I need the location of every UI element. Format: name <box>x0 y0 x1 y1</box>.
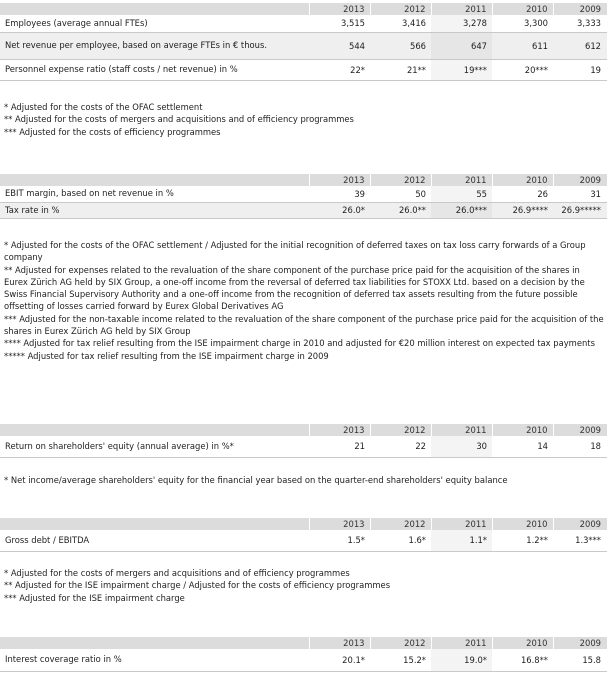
value-cell: 55 <box>431 186 492 202</box>
value-cell: 544 <box>309 32 370 59</box>
value-cell: 1.3*** <box>553 530 607 551</box>
row-label: Employees (average annual FTEs) <box>0 15 309 32</box>
year-header: 2010 <box>492 174 553 186</box>
table-staff-metrics <box>0 3 607 81</box>
footnote: *** Adjusted for the non-taxable income related to the revaluation of the share component of the purchase price paid for the acquisition of the shares in Eurex Zürich AG held by SIX Group <box>4 313 604 337</box>
footnote: **** Adjusted for tax relief resulting from the ISE impairment charge in 2010 and adjusted for €20 million interest on expected tax payments <box>4 338 595 349</box>
footnote: * Adjusted for the costs of the OFAC settlement / Adjusted for the initial recognition of deferred taxes on tax loss carry forwards of a Group company <box>4 240 586 263</box>
year-header: 2012 <box>370 637 431 649</box>
year-header: 2011 <box>431 637 492 649</box>
year-header: 2012 <box>370 3 431 15</box>
footnote: *** Adjusted for the costs of efficiency programmes <box>4 126 221 137</box>
footnotes <box>4 567 604 604</box>
row-label: Return on shareholders' equity (annual average) in %* <box>0 436 309 457</box>
row-label: Tax rate in % <box>0 202 309 218</box>
footnote: ** Adjusted for the costs of mergers and acquisitions and of efficiency programmes <box>4 114 354 125</box>
value-cell: 50 <box>370 186 431 202</box>
year-header: 2010 <box>492 637 553 649</box>
year-header: 2012 <box>370 518 431 530</box>
footnote: ** Adjusted for expenses related to the revaluation of the share component of the purchase price paid for the acquisition of the shares in Eurex Zürich AG held by SIX Group, a one-off income from the reversal of deferred tax liabilities for STOXX Ltd. based on a decision by the Swiss Financial Supervisory Authority and a one-off income from the recognition of deferred tax assets resulting from the future possible offsetting of losses carried forward by Eurex Global Derivatives AG <box>4 264 585 312</box>
header-blank-cell <box>0 637 309 649</box>
value-cell: 26.9**** <box>492 202 553 218</box>
header-blank-cell <box>0 174 309 186</box>
year-header: 2011 <box>431 174 492 186</box>
value-cell: 18 <box>553 436 607 457</box>
value-cell: 21 <box>309 436 370 457</box>
value-cell: 612 <box>553 32 607 59</box>
year-header-row <box>0 424 607 436</box>
year-header: 2009 <box>553 424 607 436</box>
value-cell: 19.0* <box>431 649 492 671</box>
value-cell: 3,300 <box>492 15 553 32</box>
table-margin-tax <box>0 174 607 219</box>
header-blank-cell <box>0 3 309 15</box>
value-cell: 21** <box>370 59 431 80</box>
year-header-row <box>0 637 607 649</box>
value-cell: 3,416 <box>370 15 431 32</box>
row-label: EBIT margin, based on net revenue in % <box>0 186 309 202</box>
year-header: 2013 <box>309 637 370 649</box>
value-cell: 1.2** <box>492 530 553 551</box>
table-row <box>0 186 607 202</box>
year-header-row <box>0 518 607 530</box>
value-cell: 15.2* <box>370 649 431 671</box>
value-cell: 1.5* <box>309 530 370 551</box>
year-header: 2009 <box>553 637 607 649</box>
value-cell: 15.8 <box>553 649 607 671</box>
footnote: *** Adjusted for the ISE impairment charge <box>4 592 185 603</box>
header-blank-cell <box>0 518 309 530</box>
value-cell: 20.1* <box>309 649 370 671</box>
value-cell: 647 <box>431 32 492 59</box>
year-header-row <box>0 174 607 186</box>
footnote: * Adjusted for the costs of the OFAC settlement <box>4 102 203 112</box>
value-cell: 3,333 <box>553 15 607 32</box>
value-cell: 26.0* <box>309 202 370 218</box>
table-row <box>0 649 607 671</box>
footnotes <box>4 101 604 138</box>
value-cell: 31 <box>553 186 607 202</box>
year-header: 2012 <box>370 174 431 186</box>
footnote: * Adjusted for the costs of mergers and acquisitions and of efficiency programmes <box>4 568 350 578</box>
value-cell: 16.8** <box>492 649 553 671</box>
year-header: 2009 <box>553 174 607 186</box>
value-cell: 26.9***** <box>553 202 607 218</box>
footnote: ** Adjusted for the ISE impairment charge / Adjusted for the costs of efficiency programmes <box>4 580 391 591</box>
value-cell: 26 <box>492 186 553 202</box>
year-header: 2009 <box>553 3 607 15</box>
table-interest-coverage <box>0 637 607 672</box>
row-label: Gross debt / EBITDA <box>0 530 309 551</box>
table-row <box>0 530 607 551</box>
value-cell: 22 <box>370 436 431 457</box>
footnote: ***** Adjusted for tax relief resulting from the ISE impairment charge in 2009 <box>4 350 329 361</box>
row-label: Interest coverage ratio in % <box>0 649 309 671</box>
year-header: 2013 <box>309 518 370 530</box>
value-cell: 1.1* <box>431 530 492 551</box>
table-row <box>0 15 607 32</box>
table-return-on-equity <box>0 424 607 458</box>
value-cell: 20*** <box>492 59 553 80</box>
year-header: 2009 <box>553 518 607 530</box>
table-row <box>0 59 607 80</box>
value-cell: 1.6* <box>370 530 431 551</box>
table-gross-debt <box>0 518 607 552</box>
value-cell: 26.0*** <box>431 202 492 218</box>
year-header: 2011 <box>431 3 492 15</box>
footnotes <box>4 474 604 486</box>
value-cell: 19*** <box>431 59 492 80</box>
table-row <box>0 202 607 218</box>
year-header-row <box>0 3 607 15</box>
table-row <box>0 32 607 59</box>
value-cell: 611 <box>492 32 553 59</box>
value-cell: 3,278 <box>431 15 492 32</box>
row-label: Personnel expense ratio (staff costs / net revenue) in % <box>0 59 309 80</box>
year-header: 2013 <box>309 3 370 15</box>
value-cell: 19 <box>553 59 607 80</box>
value-cell: 22* <box>309 59 370 80</box>
year-header: 2011 <box>431 424 492 436</box>
value-cell: 566 <box>370 32 431 59</box>
header-blank-cell <box>0 424 309 436</box>
footnotes <box>4 239 604 362</box>
table-row <box>0 436 607 457</box>
value-cell: 3,515 <box>309 15 370 32</box>
year-header: 2011 <box>431 518 492 530</box>
footnote: * Net income/average shareholders' equity for the financial year based on the quarter-end shareholders' equity balance <box>4 475 508 485</box>
year-header: 2010 <box>492 3 553 15</box>
value-cell: 26.0** <box>370 202 431 218</box>
value-cell: 39 <box>309 186 370 202</box>
year-header: 2013 <box>309 174 370 186</box>
value-cell: 30 <box>431 436 492 457</box>
year-header: 2010 <box>492 424 553 436</box>
year-header: 2012 <box>370 424 431 436</box>
year-header: 2010 <box>492 518 553 530</box>
year-header: 2013 <box>309 424 370 436</box>
row-label: Net revenue per employee, based on average FTEs in € thous. <box>0 32 309 59</box>
value-cell: 14 <box>492 436 553 457</box>
